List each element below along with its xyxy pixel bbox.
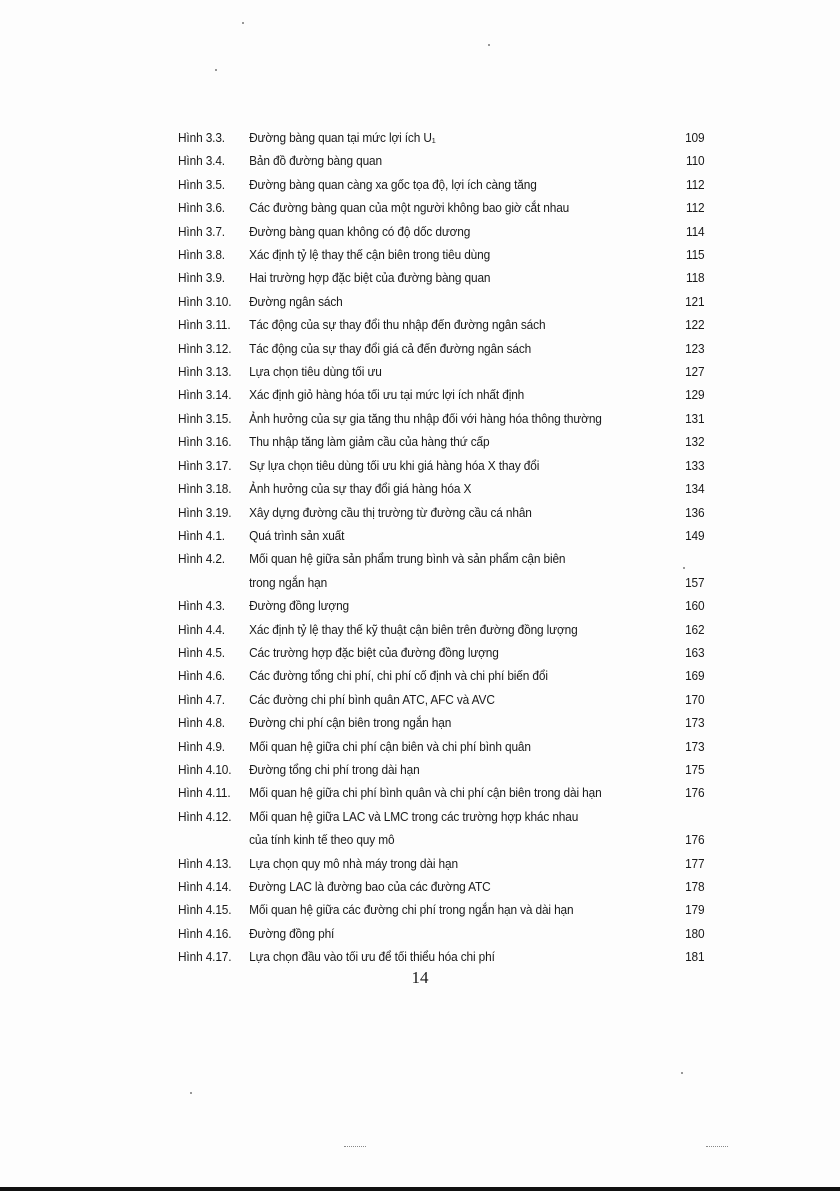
figure-label: Hình 4.7. — [178, 691, 225, 707]
figure-title: Đường chi phí cận biên trong ngắn hạn — [249, 715, 452, 731]
figure-label: Hình 4.12. — [178, 808, 232, 824]
figure-entry — [178, 945, 705, 968]
figure-title: Đường LAC là đường bao của các đường ATC — [249, 879, 491, 894]
figure-label: Hình 4.17. — [178, 949, 232, 965]
figure-label: Hình 3.18. — [178, 481, 232, 497]
figure-label: Hình 3.8. — [178, 247, 225, 263]
figure-entry — [178, 875, 705, 898]
figure-title: Bản đồ đường bàng quan — [249, 153, 382, 169]
figure-title: Lựa chọn tiêu dùng tối ưu — [249, 364, 382, 380]
figure-title: Mối quan hệ giữa chi phí bình quân và chi phí cận biên trong dài hạn — [249, 785, 602, 801]
figure-page-number: 178 — [685, 879, 705, 894]
scan-mark — [706, 1146, 728, 1149]
scan-speck — [190, 1092, 192, 1094]
figure-entry — [178, 313, 705, 336]
figure-label: Hình 4.3. — [178, 598, 225, 614]
figure-title: Đường bàng quan tại mức lợi ích U₁ — [249, 130, 436, 145]
figure-title: Mối quan hệ giữa các đường chi phí trong ngắn hạn và dài hạn — [249, 902, 574, 918]
figure-page-number: 179 — [685, 902, 705, 918]
figure-title: Các đường bàng quan của một người không bao giờ cắt nhau — [249, 200, 570, 216]
figure-label: Hình 3.10. — [178, 293, 232, 309]
figure-entry — [178, 266, 705, 289]
figure-entry — [178, 290, 705, 313]
figure-label: Hình 4.15. — [178, 902, 232, 918]
figure-page-number: 157 — [685, 574, 705, 590]
figure-page-number: 110 — [685, 153, 705, 169]
figure-label: Hình 4.8. — [178, 715, 225, 731]
figure-title: Đường đồng phí — [249, 925, 335, 941]
figure-entry — [178, 501, 705, 524]
figure-title: Đường ngân sách — [249, 293, 343, 309]
figure-title: Ảnh hưởng của sự gia tăng thu nhập đối với hàng hóa thông thường — [249, 410, 602, 426]
figure-entry — [178, 735, 705, 758]
figure-entry — [178, 149, 705, 172]
figure-entry — [178, 547, 705, 594]
figure-page-number: 123 — [685, 340, 705, 356]
figure-title: Đường đồng lượng — [249, 598, 350, 614]
figure-entry — [178, 220, 705, 243]
figure-title: Mối quan hệ giữa LAC và LMC trong các trường hợp khác nhau của tính kinh tế theo quy mô — [249, 808, 579, 848]
figure-title: Các trường hợp đặc biệt của đường đồng lượng — [249, 644, 499, 660]
figure-title: Sự lựa chọn tiêu dùng tối ưu khi giá hàng hóa X thay đổi — [249, 457, 540, 473]
figure-label: Hình 4.5. — [178, 644, 225, 660]
figure-title: Các đường chi phí bình quân ATC, AFC và AVC — [249, 691, 495, 707]
figure-page-number: 181 — [685, 949, 705, 965]
figure-page-number: 175 — [685, 761, 705, 777]
figure-page-number: 173 — [685, 715, 705, 731]
figure-title: Hai trường hợp đặc biệt của đường bàng quan — [249, 270, 491, 286]
figure-entry — [178, 594, 705, 617]
figure-label: Hình 3.15. — [178, 410, 232, 426]
figure-label: Hình 4.11. — [178, 785, 231, 801]
figure-entry — [178, 618, 705, 641]
figure-label: Hình 3.13. — [178, 364, 232, 380]
figure-label: Hình 4.9. — [178, 738, 225, 754]
figure-label: Hình 4.16. — [178, 925, 232, 941]
scan-speck — [215, 69, 217, 71]
figure-page-number: 129 — [685, 387, 705, 403]
figure-entry — [178, 758, 705, 781]
figure-title: Lựa chọn quy mô nhà máy trong dài hạn — [249, 855, 458, 871]
figure-title: Tác động của sự thay đổi thu nhập đến đường ngân sách — [249, 317, 546, 333]
figure-page-number: 170 — [685, 691, 705, 707]
figure-title: Đường tổng chi phí trong dài hạn — [249, 761, 420, 777]
figure-label: Hình 3.7. — [178, 223, 225, 239]
figure-label: Hình 3.17. — [178, 457, 232, 473]
figure-entry — [178, 126, 705, 149]
figure-title: Xác định tỷ lệ thay thế kỹ thuật cận biên trên đường đồng lượng — [249, 621, 578, 637]
figure-title: Xác định tỷ lệ thay thế cận biên trong tiêu dùng — [249, 247, 491, 263]
figure-label: Hình 3.6. — [178, 200, 225, 216]
figure-label: Hình 4.4. — [178, 621, 225, 637]
figure-entry — [178, 407, 705, 430]
figure-title: Lựa chọn đầu vào tối ưu để tối thiểu hóa chi phí — [249, 949, 495, 965]
figure-label: Hình 3.4. — [178, 153, 225, 169]
figure-page-number: 112 — [685, 200, 705, 216]
figure-entry — [178, 781, 705, 804]
figure-entry — [178, 898, 705, 921]
figure-list — [178, 126, 708, 969]
figure-entry — [178, 337, 705, 360]
figure-entry — [178, 524, 705, 547]
figure-title: Đường bàng quan càng xa gốc tọa độ, lợi ích càng tăng — [249, 176, 537, 192]
figure-entry — [178, 852, 705, 875]
figure-entry — [178, 454, 705, 477]
figure-entry — [178, 641, 705, 664]
figure-entry — [178, 360, 705, 383]
page-number: 14 — [411, 968, 429, 987]
figure-label: Hình 4.13. — [178, 855, 232, 871]
figure-page-number: 132 — [685, 434, 705, 450]
figure-title: Quá trình sản xuất — [249, 527, 345, 543]
figure-entry — [178, 196, 705, 219]
figure-page-number: 176 — [685, 832, 705, 848]
figure-title: Tác động của sự thay đổi giá cả đến đường ngân sách — [249, 340, 532, 356]
figure-page-number: 133 — [685, 457, 705, 473]
figure-page-number: 177 — [685, 855, 705, 871]
figure-page-number: 114 — [685, 223, 705, 239]
figure-title: Thu nhập tăng làm giảm cầu của hàng thứ cấp — [249, 434, 490, 450]
figure-title: Mối quan hệ giữa chi phí cận biên và chi phí bình quân — [249, 738, 531, 754]
figure-label: Hình 4.10. — [178, 761, 232, 777]
figure-page-number: 121 — [685, 293, 705, 309]
figure-entry — [178, 477, 705, 500]
scan-speck — [488, 44, 490, 46]
figure-page-number: 163 — [685, 644, 705, 660]
scan-speck — [242, 22, 244, 24]
figure-entry — [178, 922, 705, 945]
figure-page-number: 109 — [685, 130, 705, 145]
figure-page-number: 131 — [685, 410, 705, 426]
figure-page-number: 115 — [685, 247, 705, 263]
figure-label: Hình 3.19. — [178, 504, 232, 520]
figure-page-number: 176 — [685, 785, 705, 801]
figure-title: Xác định giỏ hàng hóa tối ưu tại mức lợi ích nhất định — [249, 387, 525, 403]
figure-title: Các đường tổng chi phí, chi phí cố định và chi phí biến đổi — [249, 668, 548, 684]
figure-page-number: 122 — [685, 317, 705, 333]
figure-title: Đường bàng quan không có độ dốc dương — [249, 223, 471, 239]
figure-page-number: 118 — [685, 270, 705, 286]
figure-entry — [178, 243, 705, 266]
figure-title: Ảnh hưởng của sự thay đổi giá hàng hóa X — [249, 481, 472, 497]
figure-page-number: 136 — [685, 504, 705, 520]
figure-label: Hình 4.1. — [178, 527, 225, 543]
figure-label: Hình 3.12. — [178, 340, 232, 356]
figure-label: Hình 4.6. — [178, 668, 225, 684]
figure-page-number: 127 — [685, 364, 705, 380]
scan-mark — [344, 1146, 366, 1149]
figure-page-number: 180 — [685, 925, 705, 941]
figure-entry — [178, 805, 705, 852]
figure-entry — [178, 664, 705, 687]
figure-title: Mối quan hệ giữa sản phẩm trung bình và sản phẩm cận biên trong ngắn hạn — [249, 551, 566, 590]
figure-page-number: 134 — [685, 481, 705, 497]
figure-label: Hình 4.2. — [178, 551, 225, 567]
scan-speck — [681, 1072, 683, 1074]
figure-entry — [178, 383, 705, 406]
figure-label: Hình 3.3. — [178, 130, 225, 145]
figure-page-number: 112 — [685, 176, 705, 192]
figure-label: Hình 3.11. — [178, 317, 231, 333]
figure-entry — [178, 688, 705, 711]
figure-label: Hình 3.9. — [178, 270, 225, 286]
figure-label: Hình 4.14. — [178, 879, 232, 894]
figure-page-number: 149 — [685, 527, 705, 543]
figure-entry — [178, 430, 705, 453]
figure-label: Hình 3.5. — [178, 176, 225, 192]
figure-title: Xây dựng đường cầu thị trường từ đường cầu cá nhân — [249, 504, 532, 520]
figure-page-number: 162 — [685, 621, 705, 637]
figure-entry — [178, 173, 705, 196]
figure-page-number: 160 — [685, 598, 705, 614]
figure-label: Hình 3.16. — [178, 434, 232, 450]
figure-page-number: 169 — [685, 668, 705, 684]
figure-label: Hình 3.14. — [178, 387, 232, 403]
figure-entry — [178, 711, 705, 734]
scan-edge — [0, 1187, 840, 1191]
figure-page-number: 173 — [685, 738, 705, 754]
